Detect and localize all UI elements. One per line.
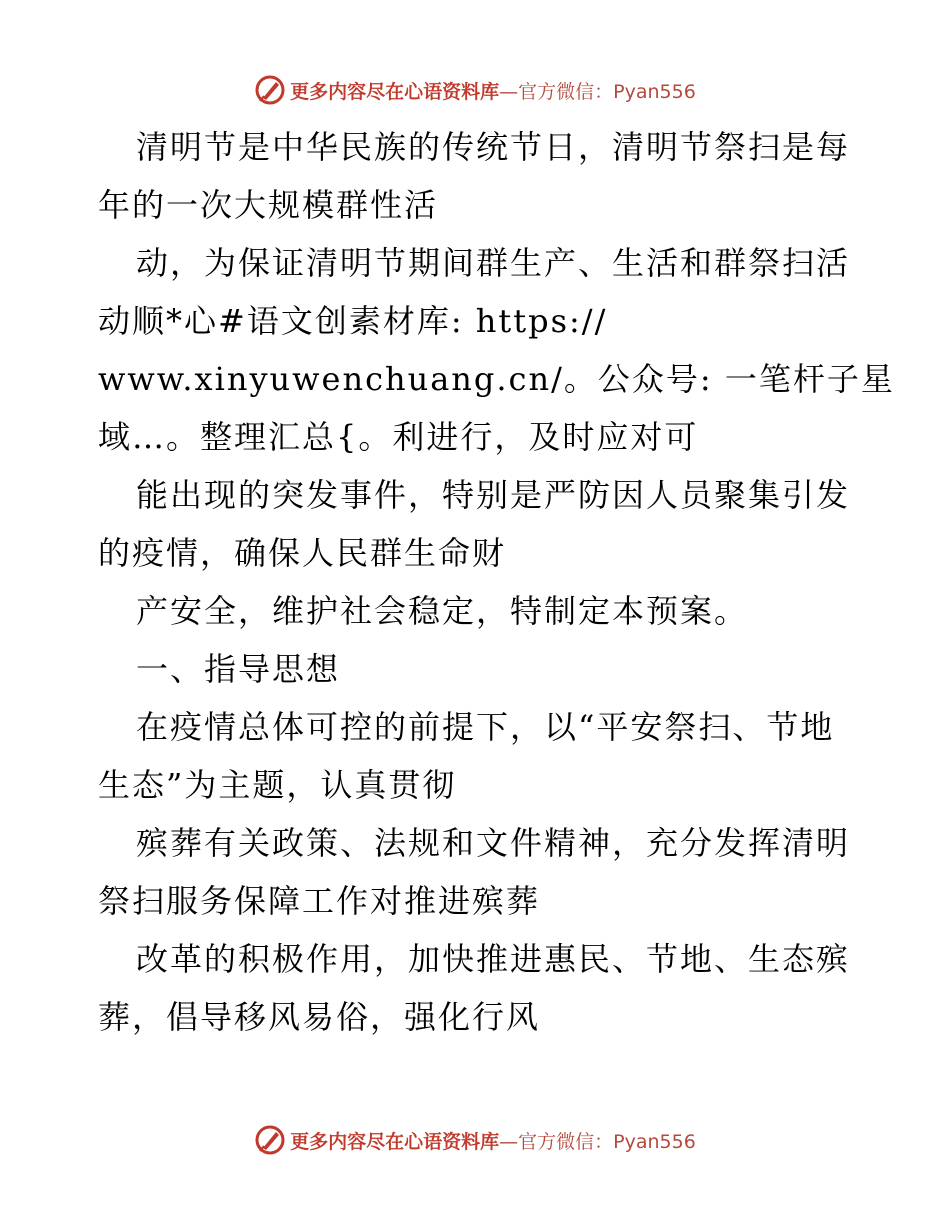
banner-title: 更多内容尽在心语资料库 — [290, 80, 500, 103]
text-line: 殡葬有关政策、法规和文件精神，充分发挥清明 — [136, 824, 851, 862]
footer-banner — [0, 1120, 950, 1160]
text-line: 域…。整理汇总{。利进行，及时应对可 — [98, 418, 699, 456]
text-line: 一、指导思想 — [136, 650, 341, 688]
text-line: 祭扫服务保障工作对推进殡葬 — [98, 882, 541, 920]
banner-wechat: —官方微信：Pyan556 — [499, 80, 696, 103]
text-line: 动，为保证清明节期间群生产、生活和群祭扫活 — [136, 244, 851, 282]
text-line: 动顺*心#语文创素材库: https:// — [98, 302, 608, 340]
text-line: 改革的积极作用，加快推进惠民、节地、生态殡 — [136, 940, 851, 978]
text-line: 葬，倡导移风易俗，强化行风 — [98, 998, 541, 1036]
quill-logo-icon — [254, 74, 286, 106]
quill-logo-icon — [254, 1124, 286, 1156]
text-line: 清明节是中华民族的传统节日，清明节祭扫是每 — [136, 128, 851, 166]
banner-title: 更多内容尽在心语资料库 — [290, 1130, 500, 1153]
document-body — [98, 118, 895, 1046]
text-line: www.xinyuwenchuang.cn/。公众号: 一笔杆子星 — [98, 360, 895, 398]
header-banner — [0, 70, 950, 110]
text-line: 产安全，维护社会稳定，特制定本预案。 — [136, 592, 749, 630]
text-line: 生态”为主题，认真贯彻 — [98, 766, 457, 804]
text-line: 的疫情，确保人民群生命财 — [98, 534, 507, 572]
text-line: 年的一次大规模群性活 — [98, 186, 439, 224]
text-line: 能出现的突发事件，特别是严防因人员聚集引发 — [136, 476, 851, 514]
banner-wechat: —官方微信：Pyan556 — [499, 1130, 696, 1153]
text-line: 在疫情总体可控的前提下，以“平安祭扫、节地 — [136, 708, 835, 746]
